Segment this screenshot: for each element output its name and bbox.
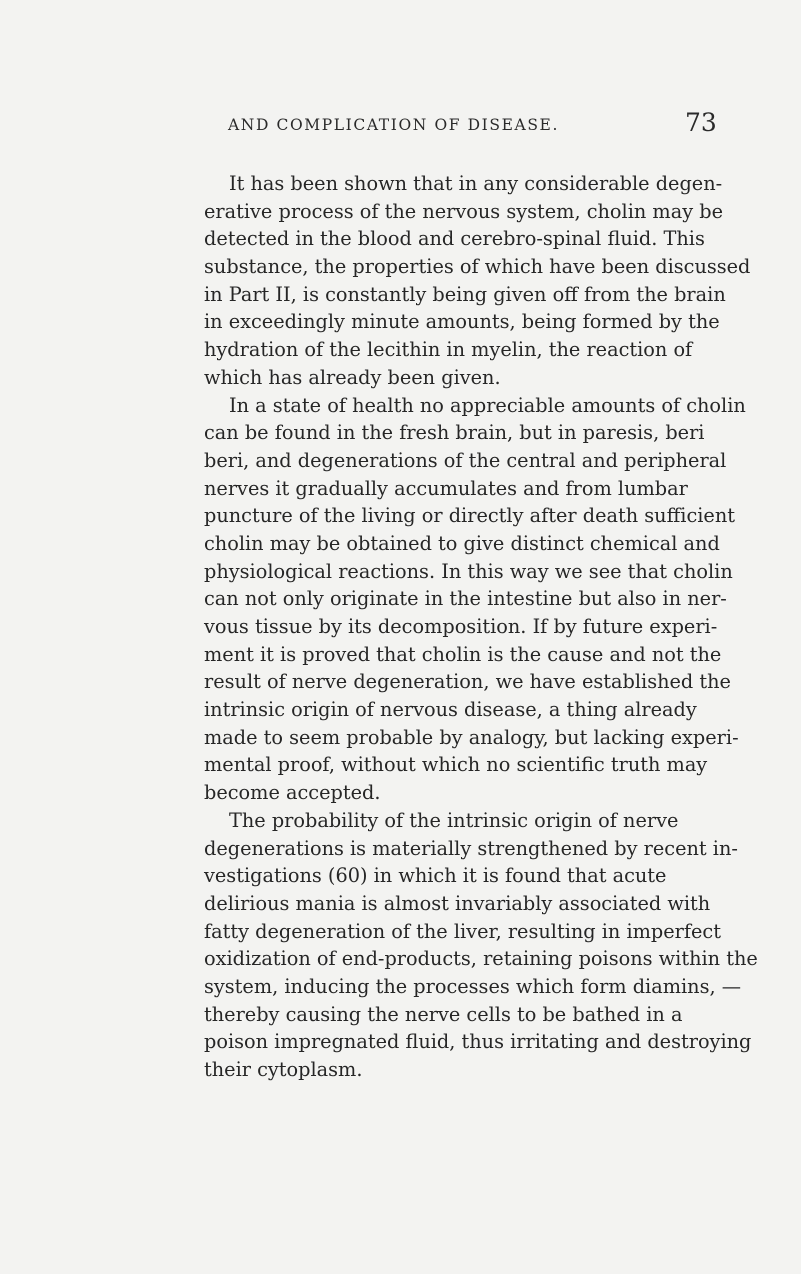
text-line: puncture of the living or directly after death sufficient [204,504,735,528]
text-line: can be found in the fresh brain, but in paresis, beri [204,421,705,445]
text-line: substance, the properties of which have been discussed [204,255,751,279]
text-line: result of nerve degeneration, we have established the [204,670,731,694]
text-line: cholin may be obtained to give distinct chemical and [204,531,720,555]
text-line: can not only originate in the intestine but also in ner- [204,587,727,611]
text-line: It has been shown that in any considerable degen- [229,172,723,195]
text-line: thereby causing the nerve cells to be bathed in a [204,1002,683,1026]
text-line: physiological reactions. In this way we see that cholin [204,559,733,583]
text-line: vestigations (60) in which it is found that acute [204,864,667,888]
text-line: The probability of the intrinsic origin of nerve [229,808,679,832]
page-number: 73 [685,108,717,137]
text-line: intrinsic origin of nervous disease, a thing already [204,698,697,722]
text-line: erative process of the nervous system, cholin may be [204,199,723,223]
text-line: oxidization of end-products, retaining poisons within the [204,947,758,971]
text-line: system, inducing the processes which form diamins, — [204,974,742,998]
text-line: nerves it gradually accumulates and from lumbar [204,476,688,500]
text-line: their cytoplasm. [204,1058,363,1081]
text-line: in Part II, is constantly being given off from the brain [204,282,726,306]
text-line: mental proof, without which no scientific truth may [204,753,708,777]
text-line: In a state of health no appreciable amounts of cholin [229,393,746,417]
text-line: which has already been given. [204,365,501,389]
text-line: hydration of the lecithin in myelin, the reaction of [204,338,693,362]
running-title: AND COMPLICATION OF DISEASE. [228,116,559,134]
paragraph [204,170,751,392]
text-line: poison impregnated fluid, thus irritating and destroying [204,1030,752,1054]
text-line: delirious mania is almost invariably associated with [204,891,711,915]
paragraph [204,807,758,1084]
text-line: beri, and degenerations of the central and peripheral [204,448,727,472]
text-line: fatty degeneration of the liver, resulting in imperfect [204,919,721,943]
running-head [0,108,801,148]
text-line: vous tissue by its decomposition. If by future experi- [204,615,718,638]
text-line: detected in the blood and cerebro-spinal fluid. This [204,227,705,251]
text-line: degenerations is materially strengthened by recent in- [204,836,738,860]
paragraph [204,392,746,807]
text-line: in exceedingly minute amounts, being formed by the [204,310,720,334]
text-line: made to seem probable by analogy, but lacking experi- [204,725,739,749]
body-text [204,170,758,1084]
text-line: ment it is proved that cholin is the cause and not the [204,642,722,666]
text-line: become accepted. [204,781,381,805]
